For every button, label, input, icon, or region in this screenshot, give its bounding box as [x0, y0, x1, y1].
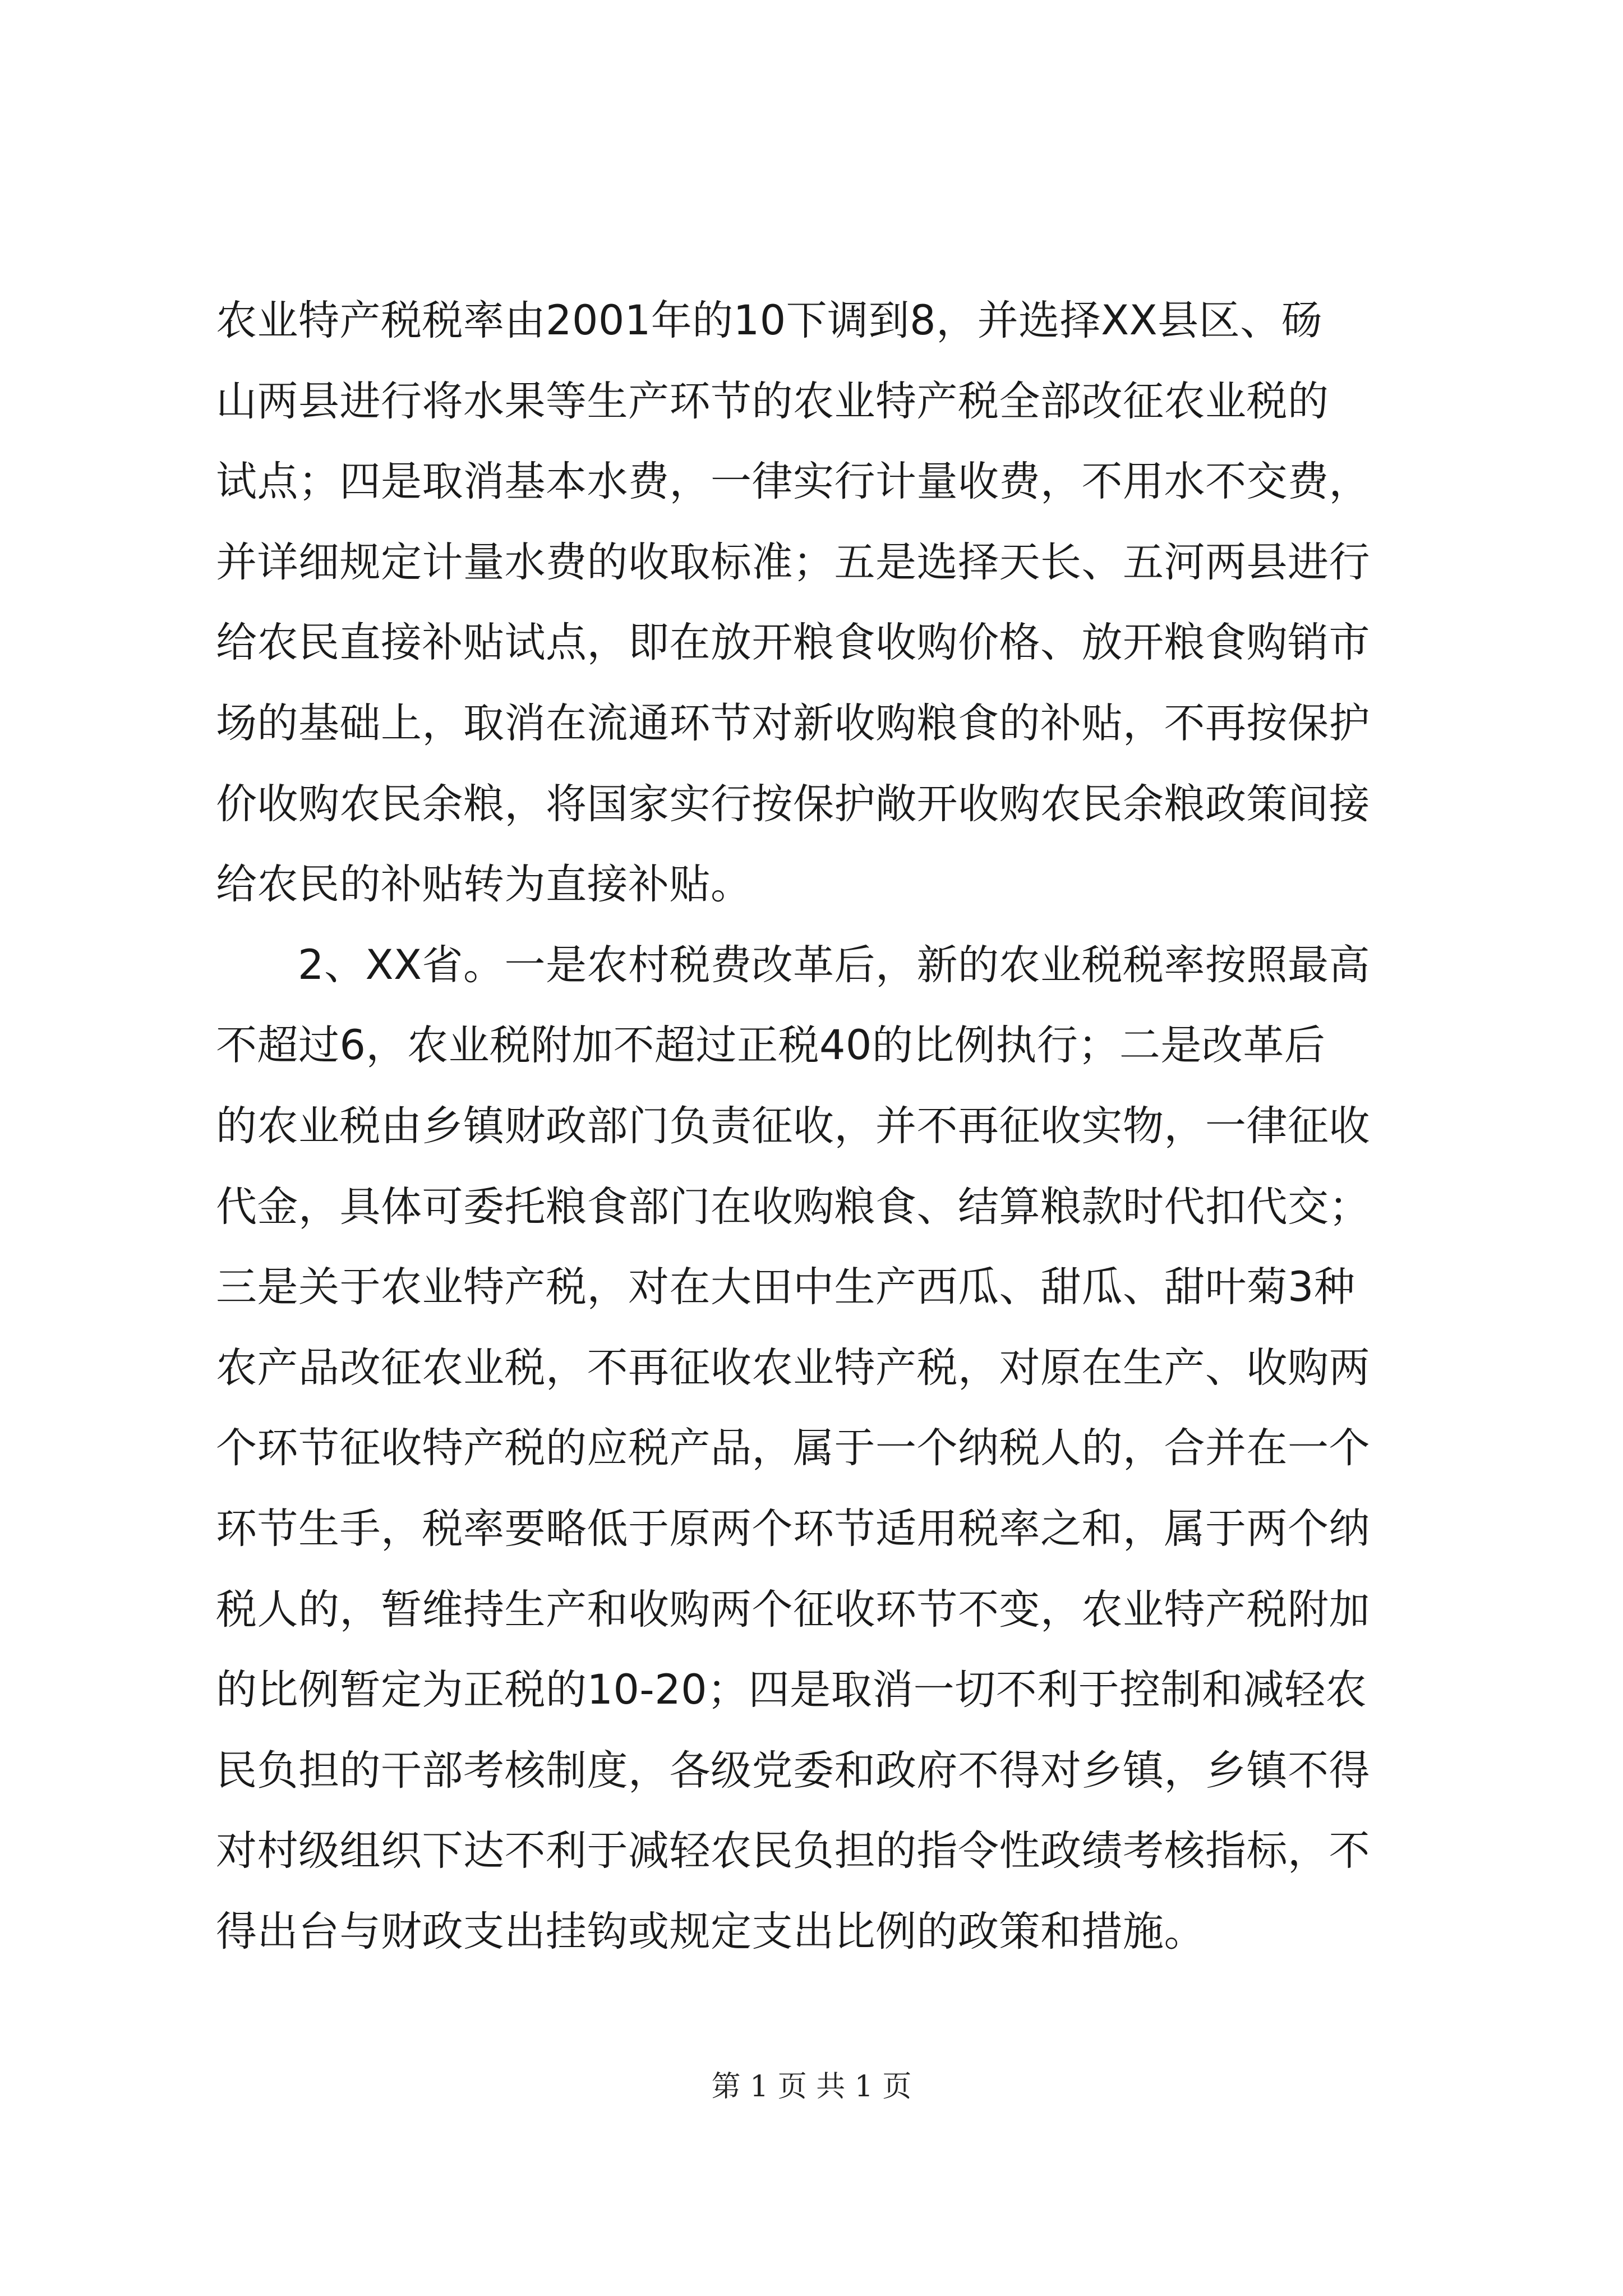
text-line: 试点；四是取消基本水费，一律实行计量收费，不用水不交费， — [216, 458, 1370, 506]
text-line: 代金，具体可委托粮食部门在收购粮食、结算粮款时代扣代交； — [216, 1182, 1370, 1231]
text-line: 环节生手，税率要略低于原两个环节适用税率之和，属于两个纳 — [216, 1504, 1370, 1553]
text-line: 得出台与财政支出挂钩或规定支出比例的政策和措施。 — [216, 1907, 1205, 1955]
text-line: 不超过6，农业税附加不超过正税40的比例执行；二是改革后 — [216, 1022, 1326, 1070]
text-line: 并详细规定计量水费的收取标准；五是选择天长、五河两县进行 — [216, 538, 1370, 586]
text-line: 价收购农民余粮，将国家实行按保护敞开收购农民余粮政策间接 — [216, 780, 1370, 828]
text-line: 农业特产税税率由2001年的10下调到8，并选择XX县区、砀 — [216, 297, 1323, 344]
text-line: 的农业税由乡镇财政部门负责征收，并不再征收实物，一律征收 — [216, 1102, 1370, 1150]
text-line: 农产品改征农业税，不再征收农业特产税，对原在生产、收购两 — [216, 1343, 1370, 1392]
text-line: 给农民直接补贴试点，即在放开粮食收购价格、放开粮食购销市 — [216, 619, 1370, 667]
text-line: 山两县进行将水果等生产环节的农业特产税全部改征农业税的 — [216, 377, 1329, 425]
text-line: 场的基础上，取消在流通环节对新收购粮食的补贴，不再按保护 — [216, 699, 1370, 747]
text-line: 税人的，暂维持生产和收购两个征收环节不变，农业特产税附加 — [216, 1585, 1370, 1634]
text-line: 个环节征收特产税的应税产品，属于一个纳税人的，合并在一个 — [216, 1424, 1370, 1473]
text-line: 对村级组织下达不利于减轻农民负担的指令性政绩考核指标，不 — [216, 1827, 1370, 1875]
text-line: 民负担的干部考核制度，各级党委和政府不得对乡镇，乡镇不得 — [216, 1746, 1370, 1795]
text-line: 三是关于农业特产税，对在大田中生产西瓜、甜瓜、甜叶菊3种 — [216, 1263, 1355, 1312]
page-number-footer: 第 1 页 共 1 页 — [711, 2070, 912, 2104]
text-line: 给农民的补贴转为直接补贴。 — [216, 861, 752, 909]
paragraph-start-line: 2、XX省。一是农村税费改革后，新的农业税税率按照最高 — [298, 941, 1370, 989]
document-body — [216, 280, 1433, 1972]
text-line: 的比例暂定为正税的10-20；四是取消一切不利于控制和减轻农 — [216, 1666, 1367, 1714]
